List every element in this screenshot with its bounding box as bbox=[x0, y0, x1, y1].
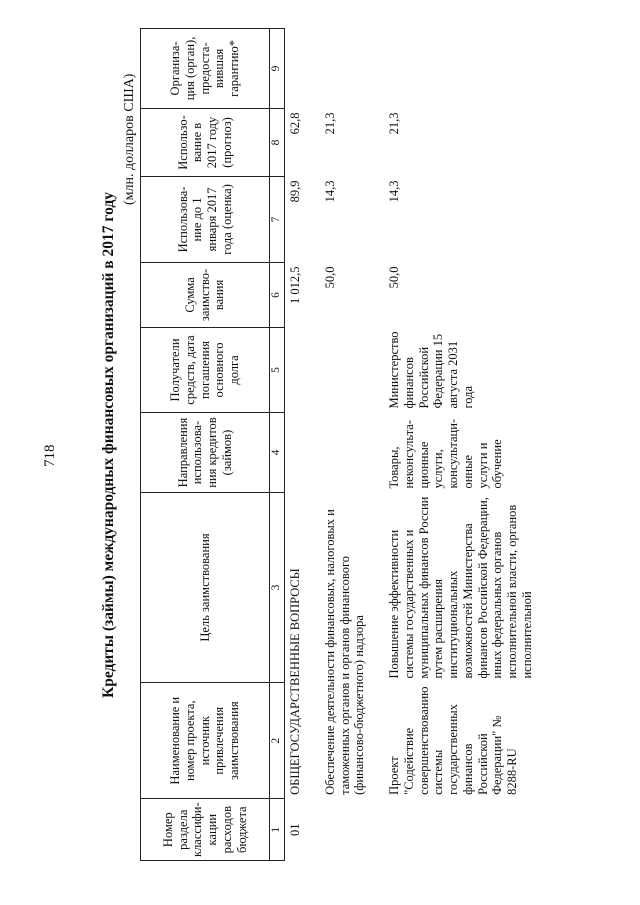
loans-table bbox=[140, 28, 538, 861]
project-amount: 50,0 bbox=[387, 266, 401, 289]
col-number: 6 bbox=[270, 262, 285, 327]
subsection-used-before: 14,3 bbox=[322, 180, 337, 203]
project-row bbox=[384, 28, 538, 860]
header-goal: Цель заимствования bbox=[141, 493, 270, 683]
document-title: Кредиты (займы) международных финансовых организаций в 2017 году bbox=[100, 192, 117, 698]
section-row bbox=[285, 28, 306, 860]
col-number: 1 bbox=[270, 799, 285, 861]
header-project-name: Наименование и номер проекта, источник привлечения заимствования bbox=[141, 683, 270, 799]
project-direction: Товары, неконсульта-ционные услуги, консультаци-онные услуги и обучение bbox=[387, 418, 505, 489]
col-number: 4 bbox=[270, 413, 285, 493]
section-guarantor bbox=[285, 28, 306, 108]
col-number: 5 bbox=[270, 327, 285, 412]
section-used-before: 89,9 bbox=[288, 180, 302, 203]
section-code: 01 bbox=[288, 823, 302, 836]
header-recipient: Получатели средств, дата погашения основного долга bbox=[141, 327, 270, 412]
header-amount: Сумма заимство-вания bbox=[141, 262, 270, 327]
page-number: 718 bbox=[42, 444, 58, 467]
col-number: 2 bbox=[270, 683, 285, 799]
header-direction: Направления использова-ния кредитов (займов) bbox=[141, 413, 270, 493]
col-number: 9 bbox=[270, 28, 285, 108]
col-number: 8 bbox=[270, 108, 285, 176]
section-amount: 1 012,5 bbox=[288, 266, 302, 304]
project-used-before: 14,3 bbox=[387, 180, 401, 203]
subsection-used-2017: 21,3 bbox=[322, 112, 337, 135]
project-recipient: Министерство финансов Российской Федерации 15 августа 2031 года bbox=[387, 331, 475, 409]
project-used-2017: 21,3 bbox=[387, 112, 401, 135]
section-used-2017: 62,8 bbox=[288, 112, 302, 135]
subsection-row bbox=[320, 28, 370, 860]
project-goal: Повышение эффективности системы государственных и муниципальных финансов России путем расширения институциональных возможностей Министерства финансов Российской Федерации, иных федеральных органов исполнительной власти, органов исполнительной bbox=[387, 496, 534, 679]
header-used-2017: Использо-вание в 2017 году (прогноз) bbox=[141, 108, 270, 176]
subsection-amount: 50,0 bbox=[322, 266, 337, 289]
section-name: ОБЩЕГОСУДАРСТВЕННЫЕ ВОПРОСЫ bbox=[288, 568, 302, 795]
header-guarantor: Организа-ция (орган), предоста-вившая гарантию* bbox=[141, 28, 270, 108]
col-number: 3 bbox=[270, 493, 285, 683]
header-used-before: Использова-ние до 1 января 2017 года (оценка) bbox=[141, 176, 270, 262]
header-section-code: Номер раздела классифи-кации расходов бюджета bbox=[141, 799, 270, 861]
units-note: (млн. долларов США) bbox=[122, 73, 137, 205]
subsection-name: Обеспечение деятельности финансовых, налоговых и таможенных органов и органов финансового (финансово-бюджетного) надзора bbox=[322, 509, 367, 795]
project-name: Проект "Содействие совершенствованию системы государственных финансов Российской Федерации" № 8288-RU bbox=[387, 686, 519, 795]
col-number: 7 bbox=[270, 176, 285, 262]
